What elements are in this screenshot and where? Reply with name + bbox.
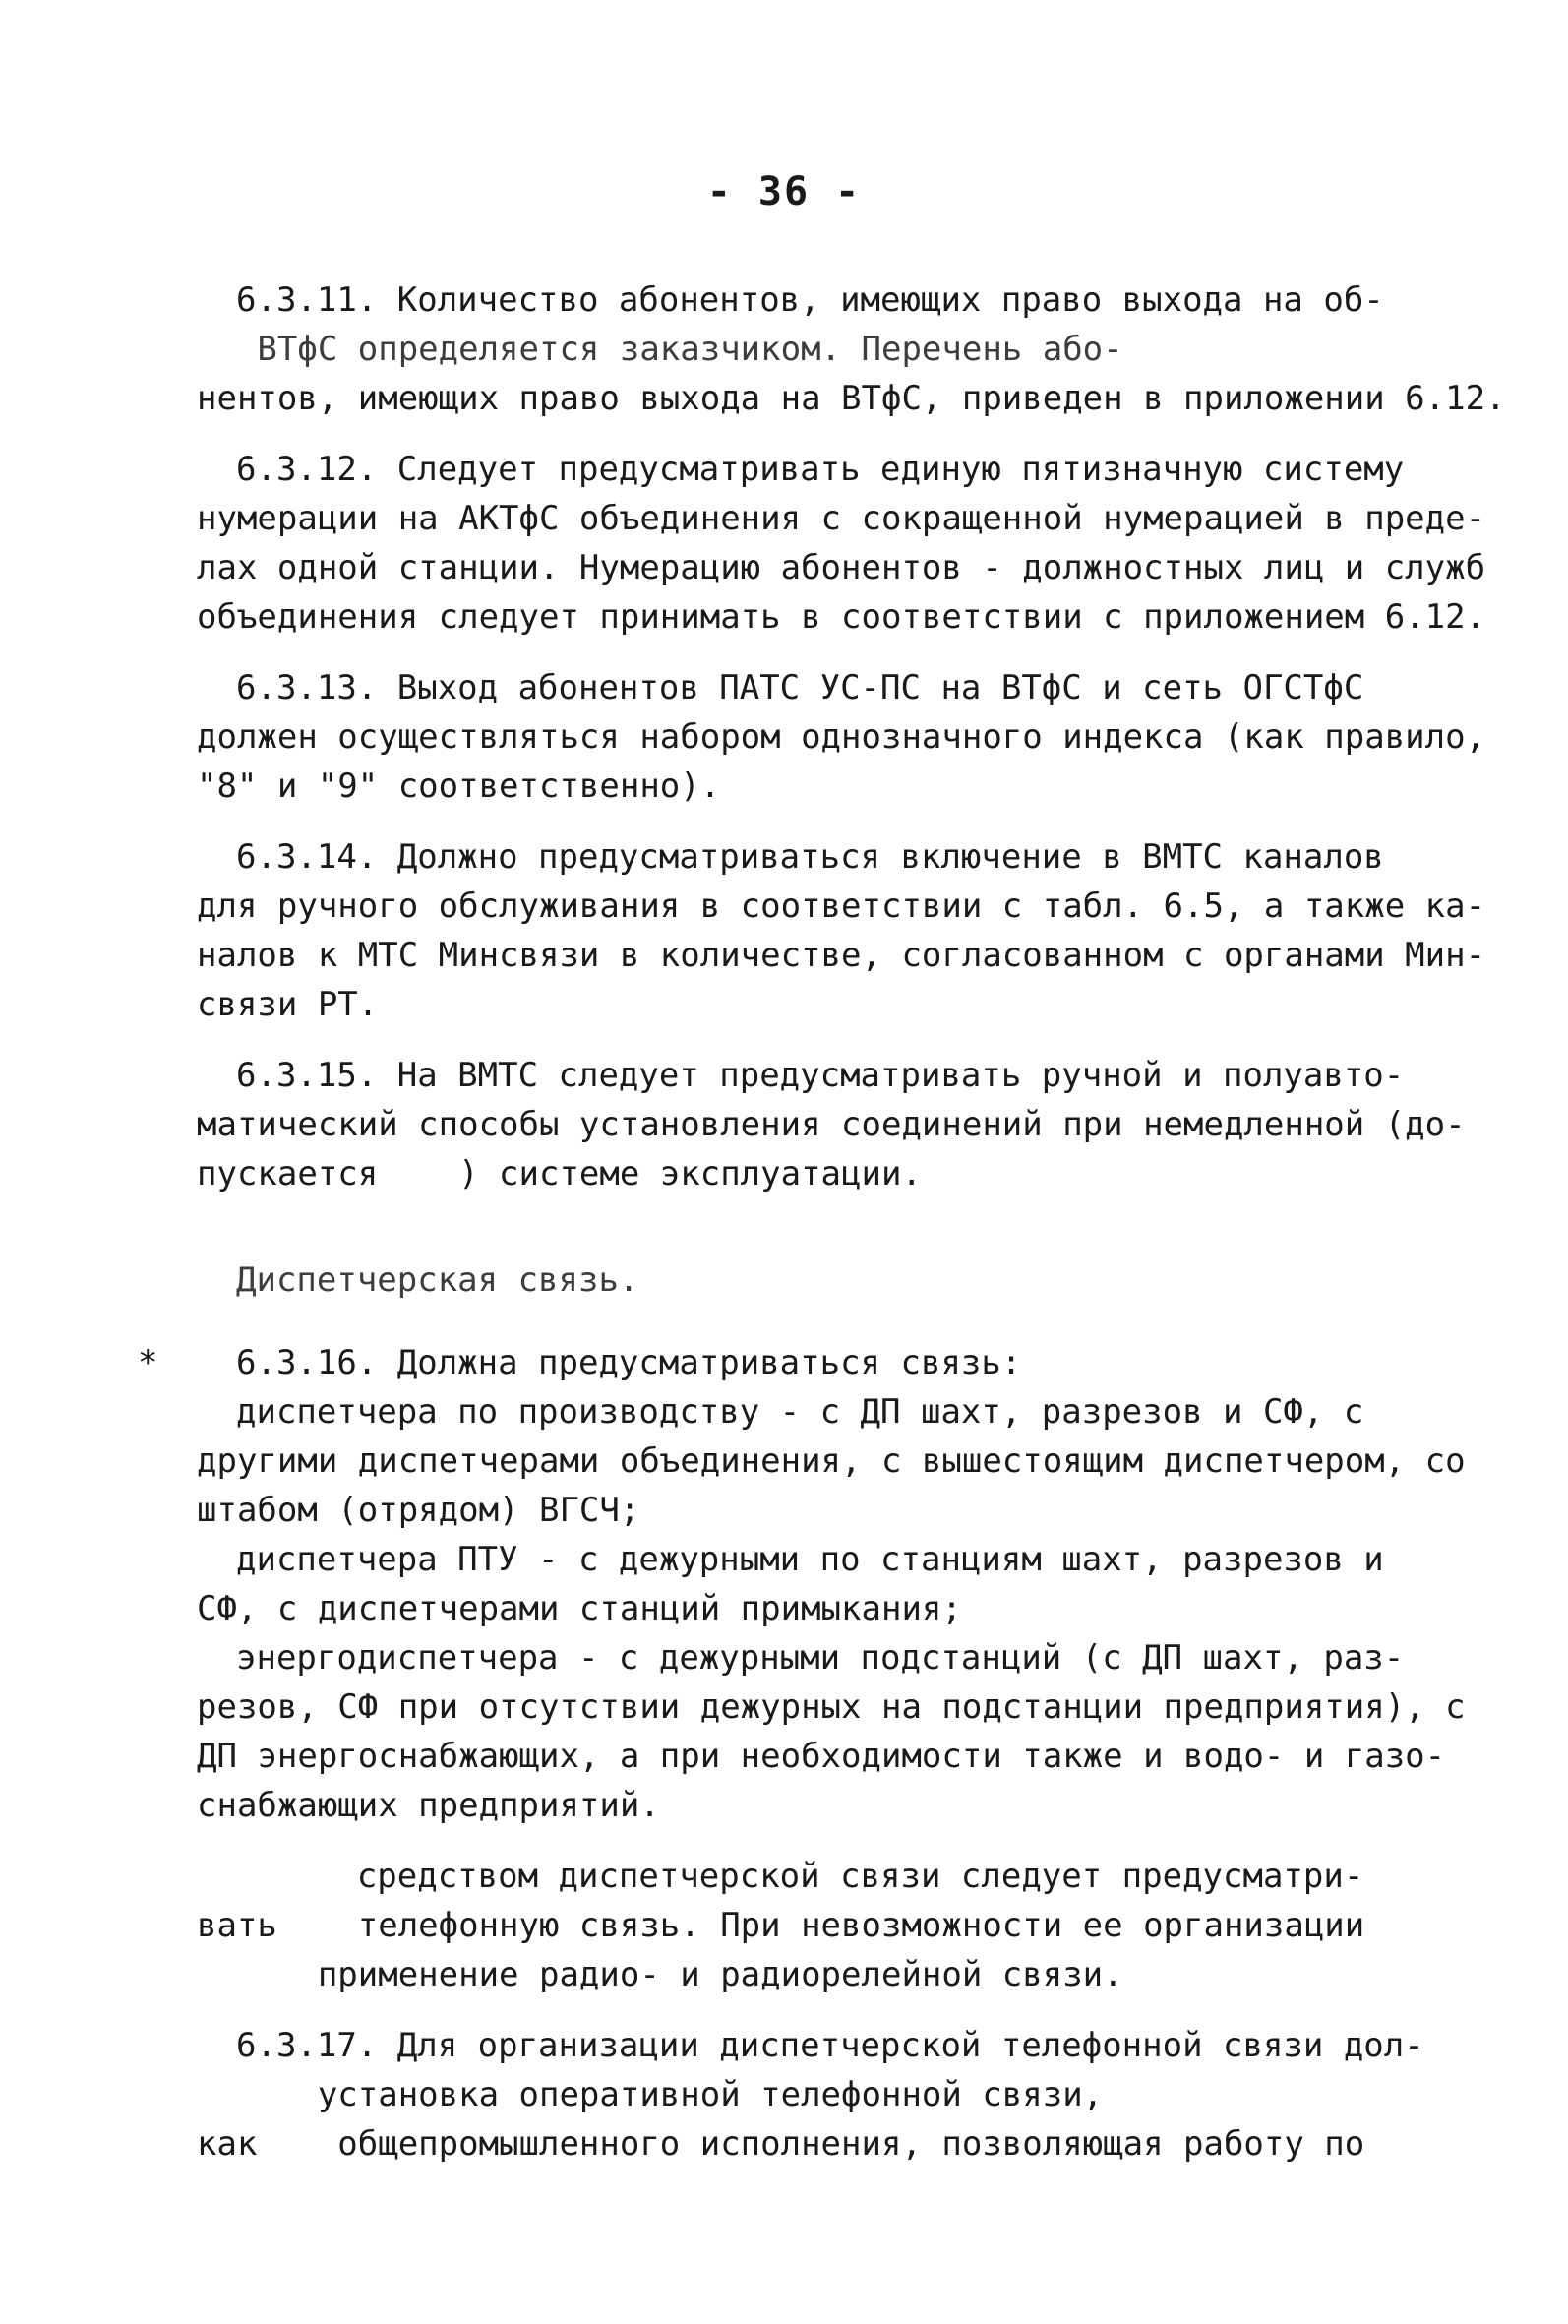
text-line: связи РТ. [197, 985, 379, 1024]
text-line: 6.3.13. Выход абонентов ПАТС УС-ПС на ВТфС и сеть ОГСТфС [236, 668, 1364, 707]
text-line: для ручного обслуживания в соответствии с табл. 6.5, а также ка- [197, 887, 1486, 926]
text-line: другими диспетчерами объединения, с вышестоящим диспетчером, со [197, 1441, 1466, 1481]
item-title-text: 6.3.16. Должна предусматриваться связь: [236, 1343, 1022, 1382]
paragraph-6-3-12 [197, 445, 1486, 642]
text-line: ВТфС определяется заказчиком. Перечень або- [197, 330, 1123, 369]
text-line: резов, СФ при отсутствии дежурных на подстанции предприятия), с [197, 1687, 1466, 1727]
paragraph-6-3-14 [197, 832, 1486, 1029]
text-line: налов к МТС Минсвязи в количестве, согласованном с органами Мин- [197, 936, 1486, 975]
text-line: средством диспетчерской связи следует предусматри- [236, 1857, 1364, 1896]
text-line: объединения следует принимать в соответствии с приложением 6.12. [197, 597, 1486, 637]
asterisk-marker: * [138, 1343, 158, 1382]
text-line: применение радио- и радиорелейной связи. [197, 1955, 1123, 1994]
text-line: СФ, с диспетчерами станций примыкания; [197, 1589, 962, 1628]
text-line: матический способы установления соединений при немедленной (до- [197, 1105, 1466, 1144]
text-line: 6.3.12. Следует предусматривать единую пятизначную систему [236, 450, 1405, 489]
text-line: установка оперативной телефонной связи, [197, 2075, 1104, 2114]
page-number: - 36 - [706, 169, 862, 214]
section-heading: Диспетчерская связь. [236, 1260, 639, 1300]
paragraph-6-3-16 [138, 1338, 1466, 1830]
text-line: пускается ) системе эксплуатации. [197, 1154, 922, 1193]
text-line: нентов, имеющих право выхода на ВТфС, приведен в приложении 6.12. [197, 379, 1506, 418]
text-line: лах одной станции. Нумерацию абонентов - должностных лиц и служб [197, 548, 1486, 587]
text-line: штабом (отрядом) ВГСЧ; [197, 1491, 640, 1530]
item-title [138, 1338, 1436, 1387]
text-line: 6.3.15. На ВМТС следует предусматривать ручной и полуавто- [236, 1056, 1405, 1095]
text-line: "8" и "9" соответственно). [197, 766, 721, 806]
text-line: вать телефонную связь. При невозможности ее организации [197, 1906, 1365, 1945]
paragraph-6-3-17 [197, 2021, 1436, 2169]
document-body [138, 275, 1506, 2190]
text-line: ДП энергоснабжающих, а при необходимости также и водо- и газо- [197, 1737, 1446, 1776]
paragraph-6-3-13 [197, 663, 1486, 811]
text-line: 6.3.17. Для организации диспетчерской телефонной связи дол- [236, 2026, 1424, 2065]
text-line: диспетчера по производству - с ДП шахт, разрезов и СФ, с [236, 1392, 1364, 1432]
text-line: как общепромышленного исполнения, позволяющая работу по [197, 2124, 1365, 2164]
text-line: должен осуществляться набором однозначного индекса (как правило, [197, 717, 1486, 757]
paragraph-6-3-15 [197, 1051, 1466, 1198]
text-line: нумерации на АКТфС объединения с сокращенной нумерацией в преде- [197, 499, 1486, 538]
text-line: 6.3.11. Количество абонентов, имеющих право выхода на об- [236, 280, 1384, 320]
paragraph-dispatch-means [197, 1852, 1436, 1999]
text-line: диспетчера ПТУ - с дежурными по станциям шахт, разрезов и [236, 1540, 1384, 1579]
text-line: энергодиспетчера - с дежурными подстанций (с ДП шахт, раз- [236, 1638, 1405, 1678]
text-line: 6.3.14. Должно предусматриваться включение в ВМТС каналов [236, 837, 1384, 877]
paragraph-6-3-11 [197, 275, 1506, 423]
text-line: снабжающих предприятий. [197, 1786, 660, 1825]
